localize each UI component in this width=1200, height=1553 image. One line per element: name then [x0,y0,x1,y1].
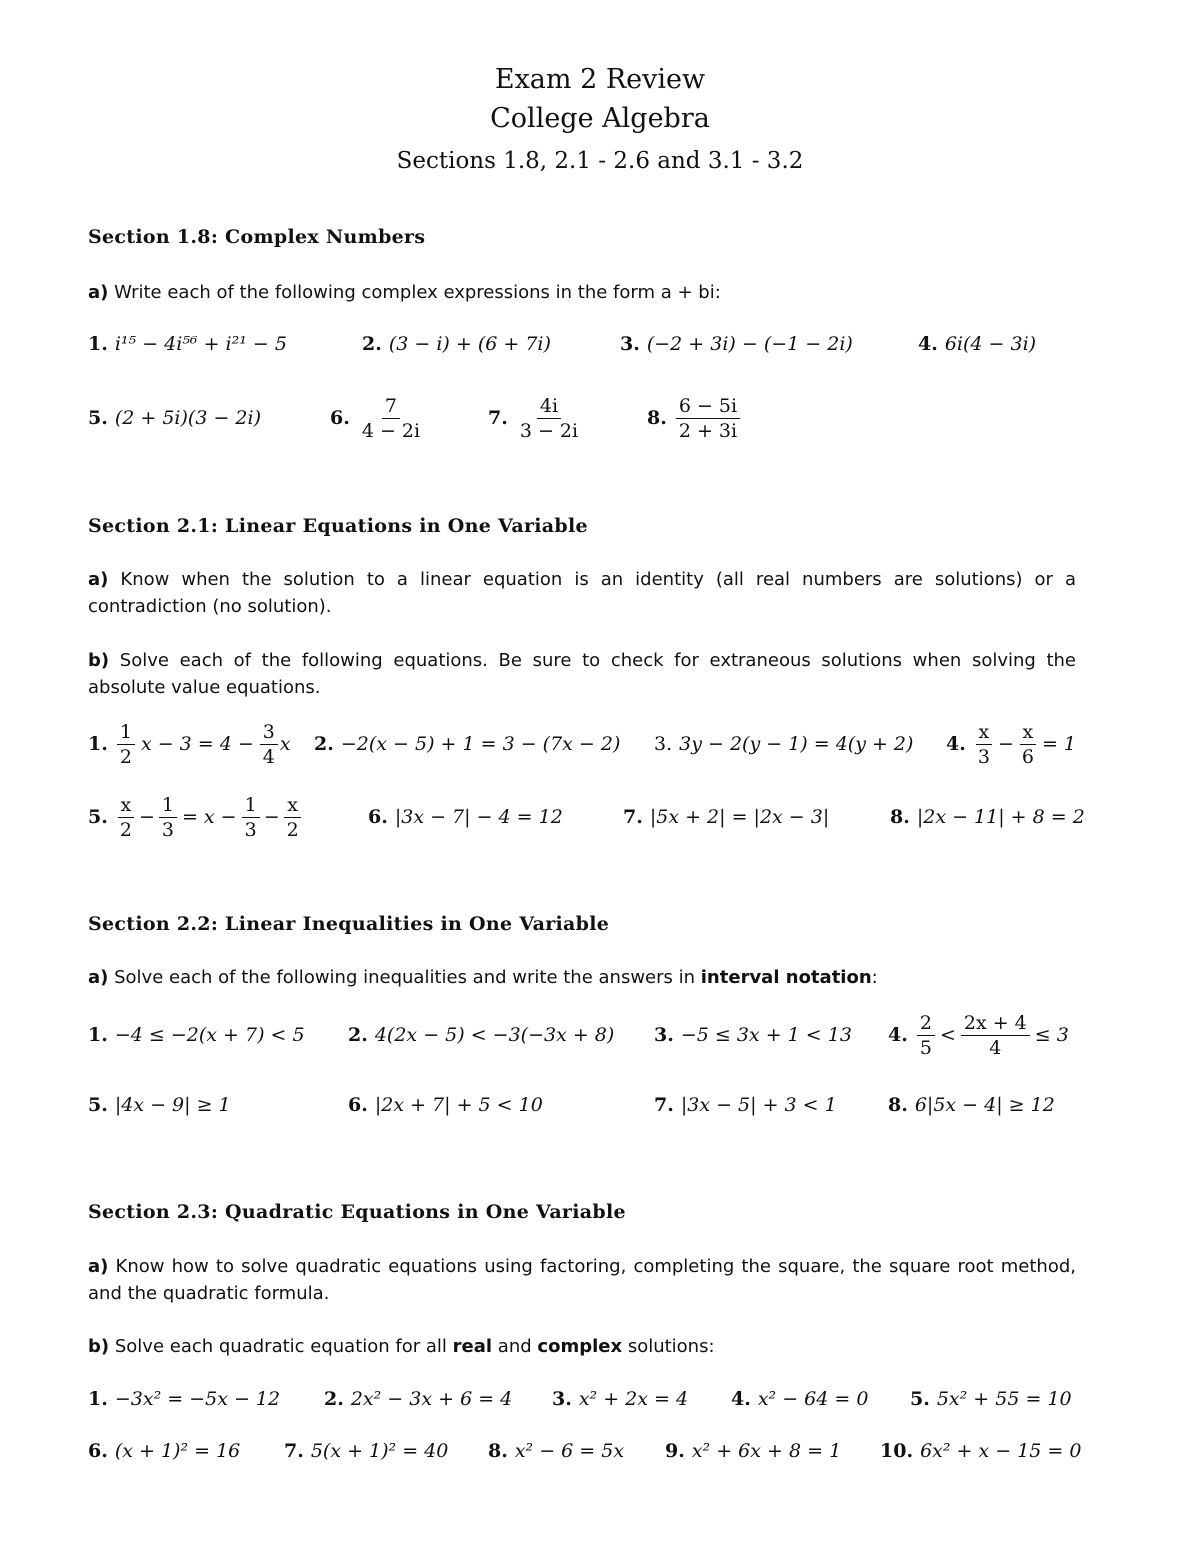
problem-expression: x² + 2x = 4 [578,1388,689,1410]
problem-number: 8. [888,1094,908,1116]
problem-expression: |5x + 2| = |2x − 3| [649,806,830,828]
problem-expression: |3x − 5| + 3 < 1 [680,1094,837,1116]
denominator: 3 − 2i [519,419,579,442]
part-label: b) [88,1336,110,1357]
problem-1-8-8 [647,388,742,448]
denominator: 3 [161,818,174,841]
equation-tail: x [279,733,291,755]
part-label: a) [88,1256,109,1277]
denominator: 4 [262,745,275,768]
problem-expression: 2x² − 3x + 6 = 4 [350,1388,513,1410]
instruction-text: Write each of the following complex expressions in the form a + bi: [114,282,721,303]
page-header [0,64,1200,174]
fraction [117,794,135,841]
denominator: 2 [119,818,132,841]
problem-number: 2. [362,333,382,355]
denominator: 4 [989,1036,1002,1059]
problem-expression: −4 ≤ −2(x + 7) < 5 [114,1024,305,1046]
numerator: x [118,794,135,818]
problem-number: 6. [330,407,350,429]
problem-2-2-2 [348,1005,614,1065]
problem-expression: |2x − 11| + 8 = 2 [916,806,1085,828]
problem-expression: |3x − 7| − 4 = 12 [394,806,563,828]
problem-1-8-4 [918,314,1036,374]
numerator: 2 [917,1012,935,1036]
fraction [159,794,177,841]
page-title: Exam 2 Review [494,64,706,95]
problem-expression: x² − 6 = 5x [514,1440,625,1462]
numerator: x [284,794,301,818]
problem-number: 5. [88,1094,108,1116]
numerator: 1 [242,794,260,818]
problem-2-3-1 [88,1369,280,1429]
inequality-tail: ≤ 3 [1034,1024,1069,1046]
problem-2-3-8 [488,1421,624,1481]
fraction [676,395,740,442]
problem-number: 3. [654,1024,674,1046]
operator: − [997,733,1014,755]
problem-number: 7. [284,1440,304,1462]
problem-2-2-4 [888,1005,1069,1065]
equation-middle: x − 3 = 4 − [140,733,254,755]
problem-number: 5. [910,1388,930,1410]
problem-2-3-5 [910,1369,1072,1429]
part-label: a) [88,967,109,988]
problem-number: 5. [88,806,108,828]
problem-expression: −5 ≤ 3x + 1 < 13 [680,1024,852,1046]
problem-2-1-4 [946,714,1076,774]
denominator: 2 [286,818,299,841]
problem-number: 3. [552,1388,572,1410]
problem-number: 6. [368,806,388,828]
denominator: 3 [977,745,990,768]
problem-number: 7. [488,407,508,429]
problem-2-1-7 [623,787,829,847]
fraction [517,395,581,442]
denominator: 2 + 3i [678,419,738,442]
problem-1-8-7 [488,388,583,448]
problem-number: 1. [88,333,108,355]
problem-2-2-5 [88,1075,231,1135]
problem-number: 9. [665,1440,685,1462]
equation-tail: = 1 [1041,733,1077,755]
problem-1-8-1 [88,314,287,374]
problem-number: 6. [348,1094,368,1116]
problem-number: 4. [731,1388,751,1410]
instruction-text: and [497,1336,532,1357]
problem-number: 4. [888,1024,908,1046]
problem-2-2-7 [654,1075,837,1135]
operator: − [138,806,155,828]
problem-expression: −2(x − 5) + 1 = 3 − (7x − 2) [340,733,621,755]
problem-number: 8. [647,407,667,429]
problem-2-1-1 [88,714,291,774]
problem-number: 10. [880,1440,914,1462]
problem-2-1-2 [314,714,620,774]
instruction-text: Solve each quadratic equation for all [114,1336,447,1357]
problem-number: 1. [88,1388,108,1410]
section-2-1-instruction-b [88,647,1076,701]
problem-expression: i¹⁵ − 4i⁵⁶ + i²¹ − 5 [114,333,287,355]
problem-number: 8. [488,1440,508,1462]
problem-2-2-8 [888,1075,1055,1135]
operator: < [939,1024,956,1046]
problem-1-8-5 [88,388,261,448]
problem-2-1-8 [890,787,1085,847]
numerator: 1 [159,794,177,818]
problem-number: 7. [654,1094,674,1116]
instruction-bold-term: interval notation [700,967,872,988]
numerator: 4i [537,395,561,419]
denominator: 2 [119,745,132,768]
problem-2-3-4 [731,1369,868,1429]
instruction-end: : [871,967,878,988]
operator: = x − [181,806,237,828]
problem-expression: 4(2x − 5) < −3(−3x + 8) [374,1024,615,1046]
problem-number: 4. [946,733,966,755]
numerator: 1 [117,721,135,745]
part-label: a) [88,569,109,590]
section-2-1-heading: Section 2.1: Linear Equations in One Variable [88,515,588,537]
problem-expression: 3y − 2(y − 1) = 4(y + 2) [679,733,914,755]
problem-number: 2. [324,1388,344,1410]
problem-expression: 6i(4 − 3i) [944,333,1037,355]
numerator: 7 [382,395,400,419]
problem-expression: |4x − 9| ≥ 1 [114,1094,231,1116]
instruction-bold-term: complex [537,1336,623,1357]
numerator: 6 − 5i [676,395,740,419]
problem-2-3-10 [880,1421,1081,1481]
instruction-text: Solve each of the following inequalities and write the answers in [114,967,696,988]
problem-number: 6. [88,1440,108,1462]
fraction [359,395,423,442]
numerator: x [1020,721,1037,745]
problem-2-2-3 [654,1005,852,1065]
problem-expression: (x + 1)² = 16 [114,1440,241,1462]
fraction [242,794,260,841]
denominator: 5 [919,1036,932,1059]
problem-1-8-3 [620,314,853,374]
problem-2-3-7 [284,1421,448,1481]
problem-number: 1. [88,1024,108,1046]
fraction [961,1012,1030,1059]
problem-expression: (3 − i) + (6 + 7i) [388,333,551,355]
problem-number: 3. [654,733,673,755]
section-2-2-instruction-a [88,964,1076,991]
instruction-text: Know how to solve quadratic equations using factoring, completing the square, the square root method, and the quadratic formula. [88,1256,1076,1304]
problem-number: 2. [348,1024,368,1046]
problem-number: 8. [890,806,910,828]
section-1-8-instruction-a [88,279,1076,306]
problem-1-8-6 [330,388,425,448]
problem-2-1-3 [654,714,913,774]
problem-expression: 6x² + x − 15 = 0 [920,1440,1082,1462]
fraction [117,721,135,768]
numerator: x [976,721,993,745]
denominator: 6 [1021,745,1034,768]
fraction [260,721,278,768]
problem-expression: 5(x + 1)² = 40 [310,1440,449,1462]
fraction [975,721,993,768]
part-label: a) [88,282,109,303]
problem-expression: (−2 + 3i) − (−1 − 2i) [646,333,853,355]
problem-number: 1. [88,733,108,755]
fraction [1019,721,1037,768]
problem-expression: x² − 64 = 0 [757,1388,869,1410]
instruction-text: Know when the solution to a linear equation is an identity (all real numbers are solutions) or a contradiction (no solution). [88,569,1076,617]
operator: − [263,806,280,828]
problem-number: 5. [88,407,108,429]
denominator: 3 [244,818,257,841]
denominator: 4 − 2i [361,419,421,442]
section-1-8-heading: Section 1.8: Complex Numbers [88,226,426,248]
section-2-3-heading: Section 2.3: Quadratic Equations in One Variable [88,1201,626,1223]
numerator: 3 [260,721,278,745]
problem-2-3-9 [665,1421,841,1481]
problem-2-3-3 [552,1369,688,1429]
section-2-1-instruction-a [88,566,1076,620]
sections-covered: Sections 1.8, 2.1 - 2.6 and 3.1 - 3.2 [396,148,804,174]
problem-2-1-5 [88,787,304,847]
section-2-2-heading: Section 2.2: Linear Inequalities in One Variable [88,913,610,935]
problem-expression: (2 + 5i)(3 − 2i) [114,407,261,429]
part-label: b) [88,650,110,671]
instruction-bold-term: real [452,1336,493,1357]
section-2-3-instruction-b [88,1333,1076,1360]
problem-expression: −3x² = −5x − 12 [114,1388,281,1410]
instruction-text: solutions: [627,1336,715,1357]
problem-number: 4. [918,333,938,355]
instruction-text: Solve each of the following equations. Be sure to check for extraneous solutions when solving the absolute value equations. [88,650,1076,698]
course-title: College Algebra [490,103,710,134]
problem-expression: 5x² + 55 = 10 [936,1388,1072,1410]
problem-number: 3. [620,333,640,355]
problem-1-8-2 [362,314,551,374]
problem-2-3-6 [88,1421,240,1481]
problem-expression: 6|5x − 4| ≥ 12 [914,1094,1055,1116]
problem-2-1-6 [368,787,563,847]
problem-2-2-1 [88,1005,305,1065]
problem-expression: |2x + 7| + 5 < 10 [374,1094,543,1116]
problem-number: 2. [314,733,334,755]
problem-expression: x² + 6x + 8 = 1 [691,1440,842,1462]
section-2-3-instruction-a [88,1253,1076,1307]
fraction [284,794,302,841]
fraction [917,1012,935,1059]
problem-number: 7. [623,806,643,828]
numerator: 2x + 4 [961,1012,1030,1036]
problem-2-3-2 [324,1369,512,1429]
problem-2-2-6 [348,1075,543,1135]
